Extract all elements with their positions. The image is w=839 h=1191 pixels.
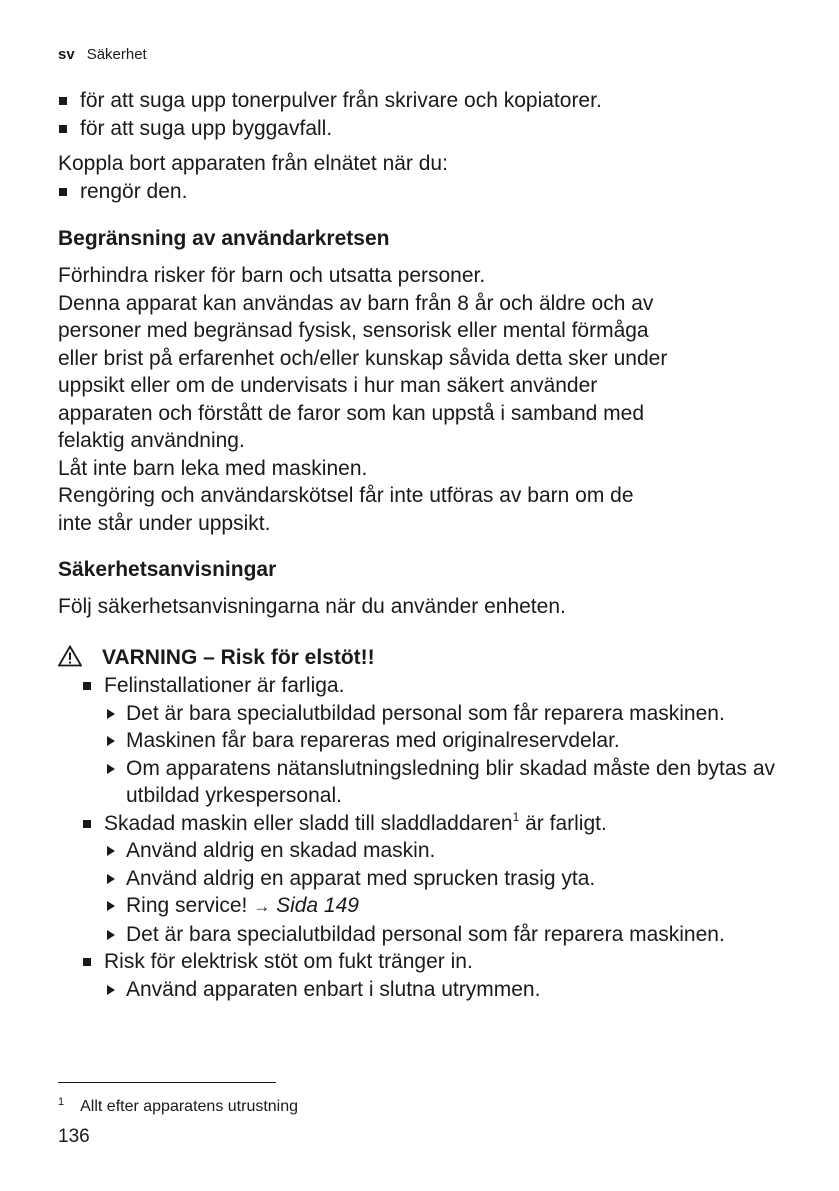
body-line: uppsikt eller om de undervisats i hur man säkert använder	[58, 374, 598, 397]
footnote	[58, 1092, 298, 1117]
disconnect-text: Koppla bort apparaten från elnätet när du:	[58, 152, 448, 175]
footnote-reference: 1	[512, 809, 520, 824]
warning-item: Felinstallationer är farliga.	[82, 672, 798, 700]
instruction-step: Om apparatens nätanslutningsledning blir skadad måste den bytas av utbildad yrkespersonal.	[104, 755, 798, 810]
warning-item-text: Skadad maskin eller sladd till sladdladdaren	[104, 811, 513, 835]
instruction-step: Det är bara specialutbildad personal som får reparera maskinen.	[104, 700, 798, 728]
safety-heading: Säkerhetsanvisningar	[58, 558, 277, 581]
body-line: apparaten och förstått de faror som kan uppstå i samband med	[58, 401, 645, 425]
language-code: sv	[58, 46, 75, 63]
body-line: felaktig användning.	[58, 429, 245, 452]
warning-item-text-end: är farligt.	[519, 811, 607, 835]
footnote-mark: 1	[58, 1096, 65, 1108]
body-line: Denna apparat kan användas av barn från 8 år och äldre och av	[58, 291, 654, 315]
instruction-step: Maskinen får bara repareras med originalreservdelar.	[104, 727, 798, 755]
instruction-step: Använd aldrig en apparat med sprucken trasig yta.	[104, 865, 798, 893]
body-line: personer med begränsad fysisk, sensorisk eller mental förmåga	[58, 319, 649, 342]
body-line: eller brist på erfarenhet och/eller kunskap såvida detta sker under	[58, 346, 668, 370]
list-item: för att suga upp tonerpulver från skrivare och kopiatorer.	[58, 87, 798, 115]
list-item: rengör den.	[58, 178, 798, 206]
step-list	[104, 837, 798, 948]
body-line: Förhindra risker för barn och utsatta personer.	[58, 264, 486, 287]
warning-triangle-icon	[58, 645, 82, 674]
body-line: Låt inte barn leka med maskinen.	[58, 456, 368, 480]
body-line: Rengöring och användarskötsel får inte utföras av barn om de	[58, 484, 634, 507]
arrow-right-icon: →	[253, 897, 271, 916]
restriction-heading: Begränsning av användarkretsen	[58, 227, 390, 250]
instruction-step: Använd apparaten enbart i slutna utrymmen.	[104, 976, 798, 1004]
safety-text: Följ säkerhetsanvisningarna när du använder enheten.	[58, 595, 566, 618]
warning-title: VARNING – Risk för elstöt!!	[102, 646, 375, 669]
footnote-divider	[58, 1082, 276, 1083]
warning-list	[82, 672, 798, 1003]
step-list	[104, 976, 798, 1004]
footnote-text: Allt efter apparatens utrustning	[80, 1098, 299, 1115]
running-head	[58, 46, 147, 63]
restriction-body	[58, 262, 798, 537]
ring-service-text: Ring service!	[126, 894, 254, 917]
step-list	[104, 700, 798, 810]
instruction-step	[104, 892, 798, 921]
safety-intro	[58, 593, 798, 621]
body-line: inte står under uppsikt.	[58, 511, 271, 535]
warning-heading	[58, 644, 375, 674]
page-number: 136	[58, 1126, 90, 1147]
list-item: för att suga upp byggavfall.	[58, 115, 798, 143]
page-reference-link[interactable]: Sida 149	[276, 894, 359, 917]
section-name: Säkerhet	[86, 46, 147, 63]
instruction-step: Använd aldrig en skadad maskin.	[104, 837, 798, 865]
intro-bullet-list	[58, 87, 798, 142]
warning-item: Risk för elektrisk stöt om fukt tränger in.	[82, 948, 798, 976]
warning-item	[82, 810, 798, 838]
instruction-step: Det är bara specialutbildad personal som får reparera maskinen.	[104, 921, 798, 949]
disconnect-block	[58, 150, 798, 205]
